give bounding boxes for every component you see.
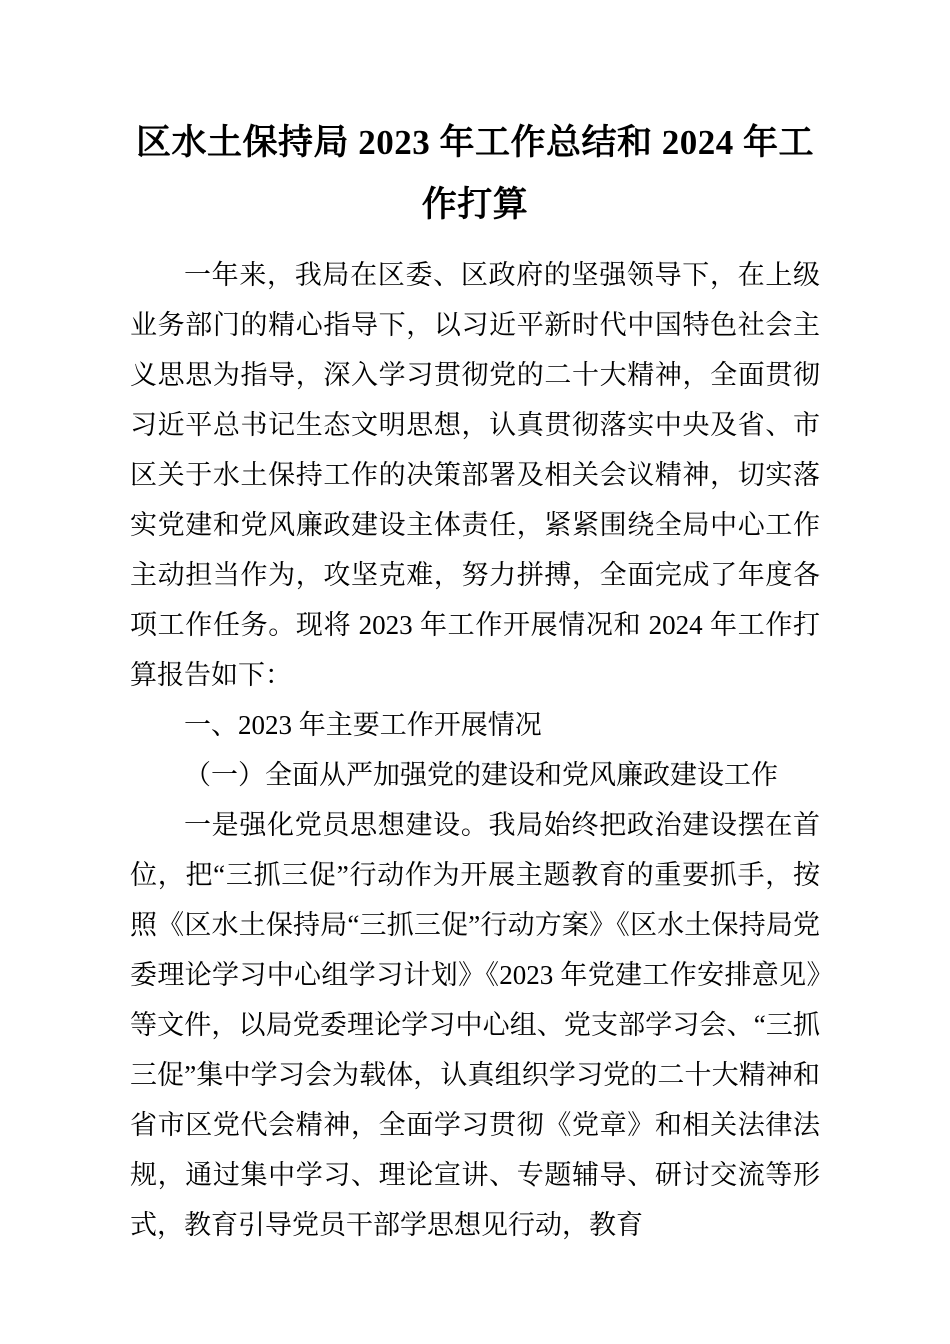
paragraph-ideology-building: 一是强化党员思想建设。我局始终把政治建设摆在首位，把“三抓三促”行动作为开展主题教育的重要抓手，按照《区水土保持局“三抓三促”行动方案》《区水土保持局党委理论学习中心组学习计划》《2023 年党建工作安排意见》等文件，以局党委理论学习中心组、党支部学习会、“三抓三促”集中学习会为载体，认真组织学习党的二十大精神和省市区党代会精神，全面学习贯彻《党章》和相关法律法规，通过集中学习、理论宣讲、专题辅导、研讨交流等形式，教育引导党员干部学思想见行动，教育	[130, 810, 820, 1240]
section-heading-2023-work: 一、2023 年主要工作开展情况	[184, 710, 542, 740]
document-title: 区水土保持局 2023 年工作总结和 2024 年工作打算	[135, 123, 814, 224]
section-heading-party-building: （一）全面从严加强党的建设和党风廉政建设工作	[184, 760, 778, 790]
paragraph-intro: 一年来，我局在区委、区政府的坚强领导下，在上级业务部门的精心指导下，以习近平新时代中国特色社会主义思思为指导，深入学习贯彻党的二十大精神，全面贯彻习近平总书记生态文明思想，认真贯彻落实中央及省、市区关于水土保持工作的决策部署及相关会议精神，切实落实党建和党风廉政建设主体责任，紧紧围绕全局中心工作主动担当作为，攻坚克难，努力拼搏，全面完成了年度各项工作任务。现将 2023 年工作开展情况和 2024 年工作打算报告如下：	[130, 260, 820, 690]
